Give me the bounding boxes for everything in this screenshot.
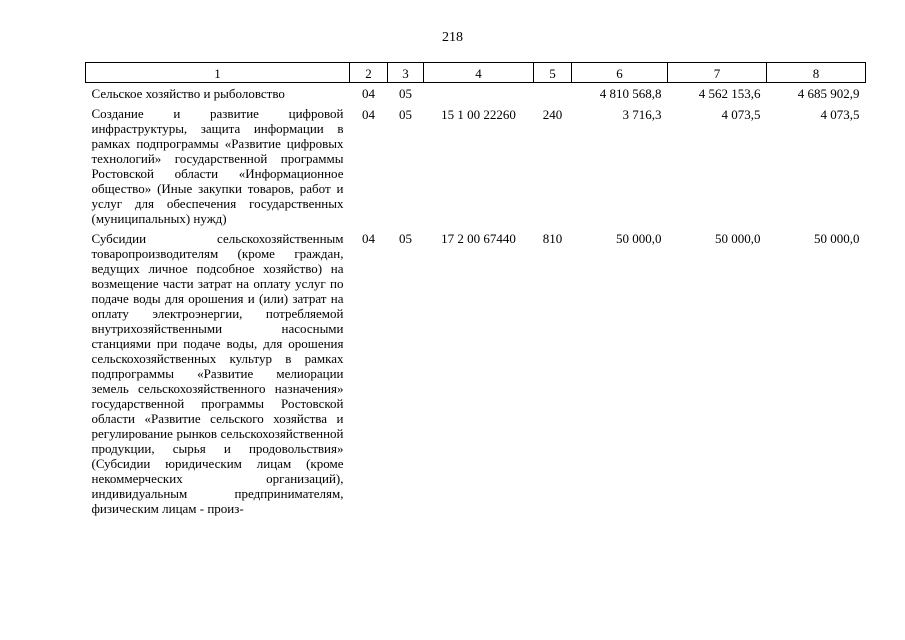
row-amount-col8: 50 000,0 — [814, 231, 860, 246]
row-section-code: 04 — [362, 231, 375, 246]
row-expense-type — [534, 83, 572, 105]
row-subsection-code: 05 — [399, 107, 412, 122]
table-row — [86, 83, 866, 105]
table-row — [86, 104, 866, 226]
table-header-row — [86, 63, 866, 83]
row-amount-col7: 4 073,5 — [721, 107, 761, 122]
row-amount-col7: 50 000,0 — [715, 231, 761, 246]
row-section-code: 04 — [362, 86, 375, 101]
column-header-8: 8 — [767, 63, 866, 83]
row-amount-col6: 50 000,0 — [616, 231, 662, 246]
column-header-6: 6 — [572, 63, 668, 83]
row-section-code: 04 — [362, 107, 375, 122]
row-subsection-code: 05 — [399, 231, 412, 246]
row-expense-type: 810 — [542, 231, 563, 246]
row-target-article: 17 2 00 67440 — [441, 231, 516, 246]
row-amount-col6: 3 716,3 — [622, 107, 662, 122]
row-amount-col6: 4 810 568,8 — [599, 86, 662, 101]
page-number: 218 — [442, 30, 463, 45]
budget-table — [85, 62, 866, 516]
row-target-article: 15 1 00 22260 — [441, 107, 516, 122]
row-description: Сельское хозяйство и рыболовство — [91, 86, 285, 101]
column-header-7: 7 — [668, 63, 767, 83]
row-amount-col8: 4 685 902,9 — [797, 86, 860, 101]
column-header-1: 1 — [86, 63, 350, 83]
row-target-article — [424, 83, 534, 105]
column-header-5: 5 — [534, 63, 572, 83]
table-row — [86, 226, 866, 516]
column-header-2: 2 — [350, 63, 388, 83]
row-subsection-code: 05 — [399, 86, 412, 101]
row-description: Создание и развитие цифровой инфраструктуры, защита информации в рамках подпрограммы «Развитие цифровых технологий» государственной программы Ростовской области «Информационное общество» (Иные закупки товаров, работ и услуг для обеспечения государственных (муниципальных) нужд) — [91, 106, 344, 226]
column-header-4: 4 — [424, 63, 534, 83]
row-amount-col8: 4 073,5 — [820, 107, 860, 122]
column-header-3: 3 — [388, 63, 424, 83]
row-amount-col7: 4 562 153,6 — [698, 86, 761, 101]
row-expense-type: 240 — [542, 107, 563, 122]
row-description: Субсидии сельскохозяйственным товаропроизводителям (кроме граждан, ведущих личное подсобное хозяйство) на возмещение части затрат на оплату услуг по подаче воды для орошения и (или) затрат на оплату электроэнергии, потребляемой внутрихозяйственными насосными станциями при подаче воды, для орошения сельскохозяйственных культур в рамках подпрограммы «Развитие мелиорации земель сельскохозяйственного назначения» государственной программы Ростовской области «Развитие сельского хозяйства и регулирование рынков сельскохозяйственной продукции, сырья и продовольствия» (Субсидии юридическим лицам (кроме некоммерческих организаций), индивидуальным предпринимателям, физическим лицам - произ- — [91, 231, 344, 516]
